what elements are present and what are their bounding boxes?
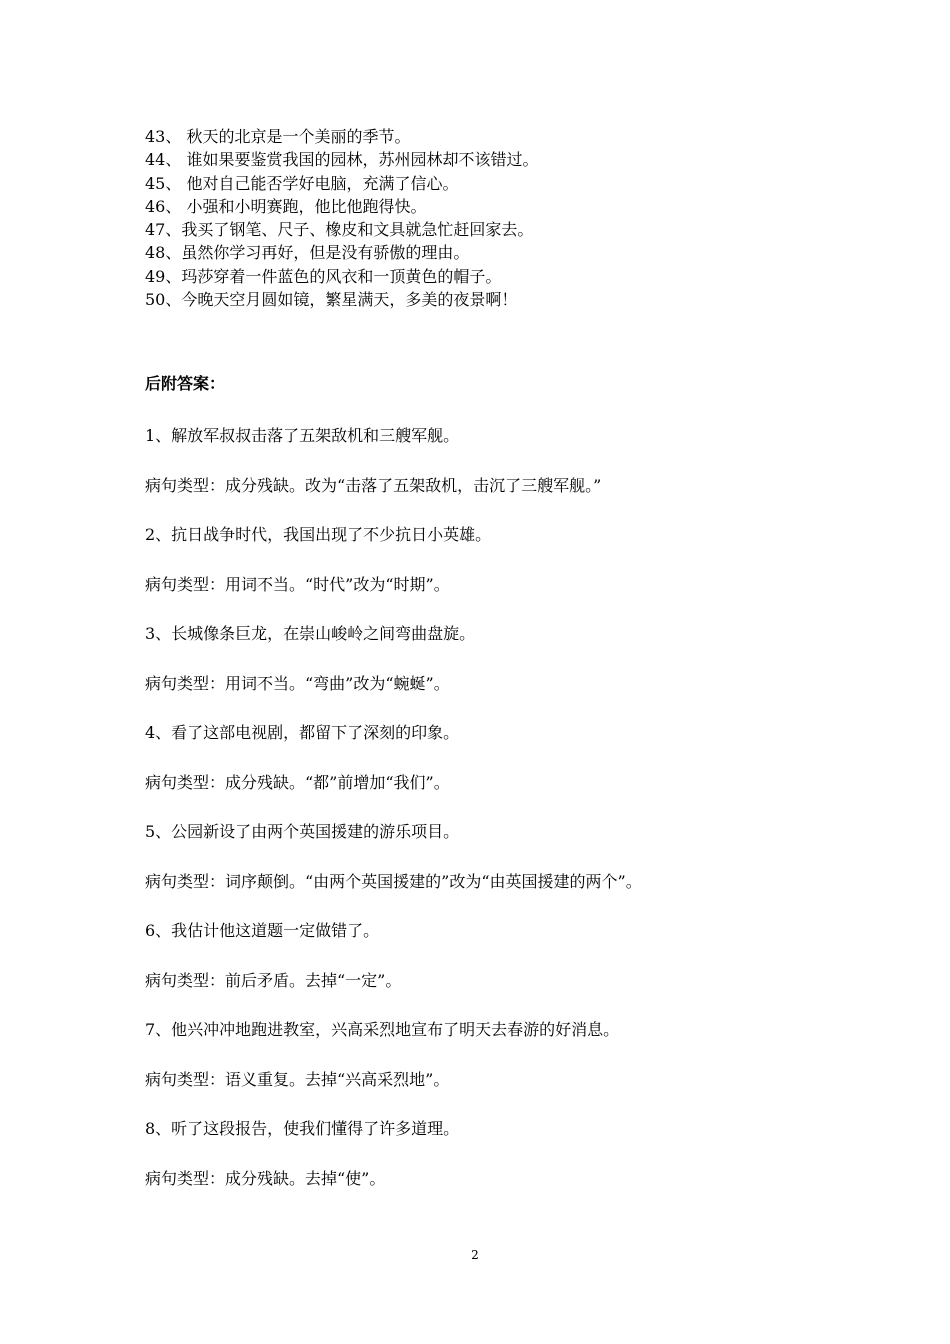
question-item: 45、 他对自己能否学好电脑，充满了信心。 <box>145 173 459 193</box>
answer-sentence: 2、抗日战争时代，我国出现了不少抗日小英雄。 <box>145 525 492 544</box>
answer-explanation: 病句类型：用词不当。“弯曲”改为“蜿蜒”。 <box>145 673 450 693</box>
question-item: 48、虽然你学习再好，但是没有骄傲的理由。 <box>145 243 470 263</box>
answers-heading: 后附答案： <box>145 374 226 393</box>
question-list <box>145 125 845 311</box>
page-number: 2 <box>471 1248 479 1262</box>
answer-explanation: 病句类型：成分残缺。“都”前增加“我们”。 <box>145 772 450 792</box>
answer-sentence: 4、看了这部电视剧，都留下了深刻的印象。 <box>145 723 460 742</box>
answer-explanation: 病句类型：用词不当。“时代”改为“时期”。 <box>145 574 450 594</box>
question-item: 43、 秋天的北京是一个美丽的季节。 <box>145 127 411 146</box>
answer-sentence: 6、我估计他这道题一定做错了。 <box>145 921 380 940</box>
question-item: 44、 谁如果要鉴赏我国的园林，苏州园林却不该错过。 <box>145 150 539 170</box>
answer-explanation: 病句类型：词序颠倒。“由两个英国援建的”改为“由英国援建的两个”。 <box>145 871 642 891</box>
answer-explanation: 病句类型：成分残缺。去掉“使”。 <box>145 1168 386 1188</box>
question-item: 46、 小强和小明赛跑，他比他跑得快。 <box>145 196 427 216</box>
answer-explanation: 病句类型：前后矛盾。去掉“一定”。 <box>145 970 402 990</box>
answer-sentence: 5、公园新设了由两个英国援建的游乐项目。 <box>145 822 460 841</box>
answer-sentence: 8、听了这段报告，使我们懂得了许多道理。 <box>145 1119 460 1138</box>
answer-sentence: 3、长城像条巨龙，在崇山峻岭之间弯曲盘旋。 <box>145 624 476 643</box>
answer-explanation: 病句类型：语义重复。去掉“兴高采烈地”。 <box>145 1069 450 1089</box>
question-item: 50、今晚天空月圆如镜，繁星满天，多美的夜景啊！ <box>145 290 518 310</box>
answer-sentence: 1、解放军叔叔击落了五架敌机和三艘军舰。 <box>145 426 460 445</box>
answer-sentence: 7、他兴冲冲地跑进教室，兴高采烈地宣布了明天去春游的好消息。 <box>145 1020 620 1039</box>
question-item: 49、玛莎穿着一件蓝色的风衣和一顶黄色的帽子。 <box>145 266 502 286</box>
answer-list <box>145 423 865 1215</box>
question-item: 47、我买了钢笔、尺子、橡皮和文具就急忙赶回家去。 <box>145 220 534 240</box>
answer-explanation: 病句类型：成分残缺。改为“击落了五架敌机，击沉了三艘军舰。” <box>145 475 602 495</box>
